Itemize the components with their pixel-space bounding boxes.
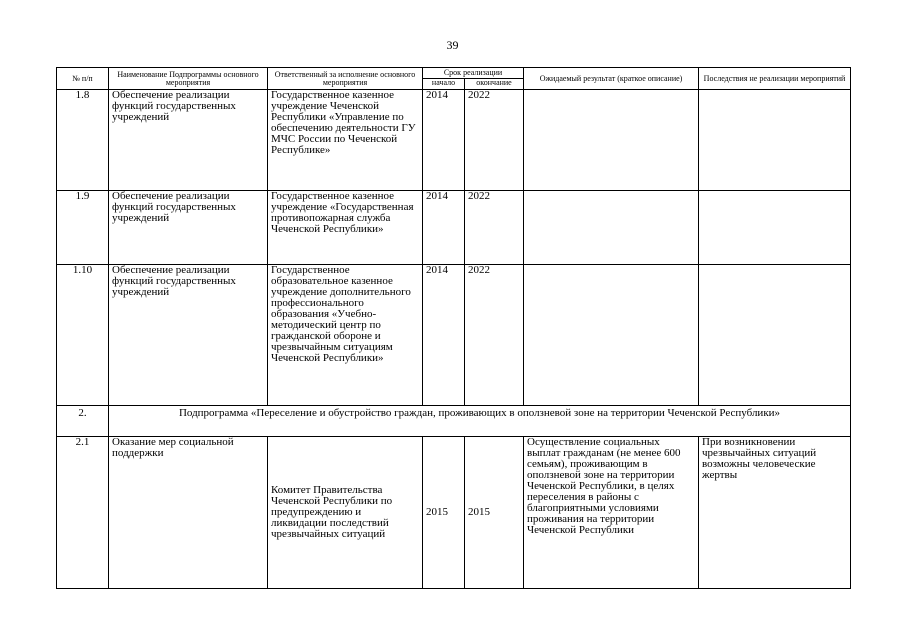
row-responsible: Государственное казенное учреждение «Государственная противопожарная служба Чеченской Республики» bbox=[268, 191, 423, 265]
row-end: 2022 bbox=[465, 191, 524, 265]
row-end: 2015 bbox=[465, 437, 524, 589]
row-start: 2014 bbox=[423, 90, 465, 191]
row-num: 1.9 bbox=[57, 191, 109, 265]
subprogram-title: Подпрограмма «Переселение и обустройство граждан, проживающих в оползневой зоне на территории Чеченской Республики» bbox=[109, 406, 851, 437]
table-row bbox=[57, 90, 851, 191]
header-name: Наименование Подпрограммы основного мероприятия bbox=[109, 68, 268, 90]
header-term-end: окончание bbox=[465, 79, 524, 90]
row-num: 1.8 bbox=[57, 90, 109, 191]
page-number: 39 bbox=[446, 38, 459, 52]
subprogram-row bbox=[57, 406, 851, 437]
row-start: 2014 bbox=[423, 265, 465, 406]
row-result bbox=[524, 265, 699, 406]
row-consequences bbox=[699, 191, 851, 265]
header-row bbox=[57, 68, 851, 79]
row-start: 2015 bbox=[423, 437, 465, 589]
row-result: Осуществление социальных выплат гражданам (не менее 600 семьям), проживающим в оползневой зоне на территории Чеченской Республики, в целях переселения в районы с благоприятными условиями проживания на территории Чеченской Республики bbox=[524, 437, 699, 589]
header-term-start: начало bbox=[423, 79, 465, 90]
row-result bbox=[524, 191, 699, 265]
row-num: 2.1 bbox=[57, 437, 109, 589]
row-end: 2022 bbox=[465, 265, 524, 406]
row-start: 2014 bbox=[423, 191, 465, 265]
row-name: Обеспечение реализации функций государственных учреждений bbox=[109, 90, 268, 191]
row-end: 2022 bbox=[465, 90, 524, 191]
subprogram-num: 2. bbox=[57, 406, 109, 437]
header-num: № п/п bbox=[57, 68, 109, 90]
header-consequences: Последствия не реализации мероприятий bbox=[699, 68, 851, 90]
program-table bbox=[56, 67, 851, 589]
row-consequences: При возникновении чрезвычайных ситуаций возможны человеческие жертвы bbox=[699, 437, 851, 589]
row-num: 1.10 bbox=[57, 265, 109, 406]
row-consequences bbox=[699, 265, 851, 406]
row-name: Обеспечение реализации функций государственных учреждений bbox=[109, 191, 268, 265]
header-result: Ожидаемый результат (краткое описание) bbox=[524, 68, 699, 90]
row-result bbox=[524, 90, 699, 191]
table-row bbox=[57, 191, 851, 265]
row-responsible: Комитет Правительства Чеченской Республики по предупреждению и ликвидации последствий чрезвычайных ситуаций bbox=[268, 437, 423, 589]
header-term: Срок реализации bbox=[423, 68, 524, 79]
table-row bbox=[57, 437, 851, 589]
header-responsible: Ответственный за исполнение основного мероприятия bbox=[268, 68, 423, 90]
row-consequences bbox=[699, 90, 851, 191]
table-row bbox=[57, 265, 851, 406]
row-name: Оказание мер социальной поддержки bbox=[109, 437, 268, 589]
row-responsible: Государственное образовательное казенное учреждение дополнительного профессионального образования «Учебно-методический центр по гражданской обороне и чрезвычайным ситуациям Чеченской Республики» bbox=[268, 265, 423, 406]
row-name: Обеспечение реализации функций государственных учреждений bbox=[109, 265, 268, 406]
row-responsible: Государственное казенное учреждение Чеченской Республики «Управление по обеспечению деятельности ГУ МЧС России по Чеченской Республике» bbox=[268, 90, 423, 191]
